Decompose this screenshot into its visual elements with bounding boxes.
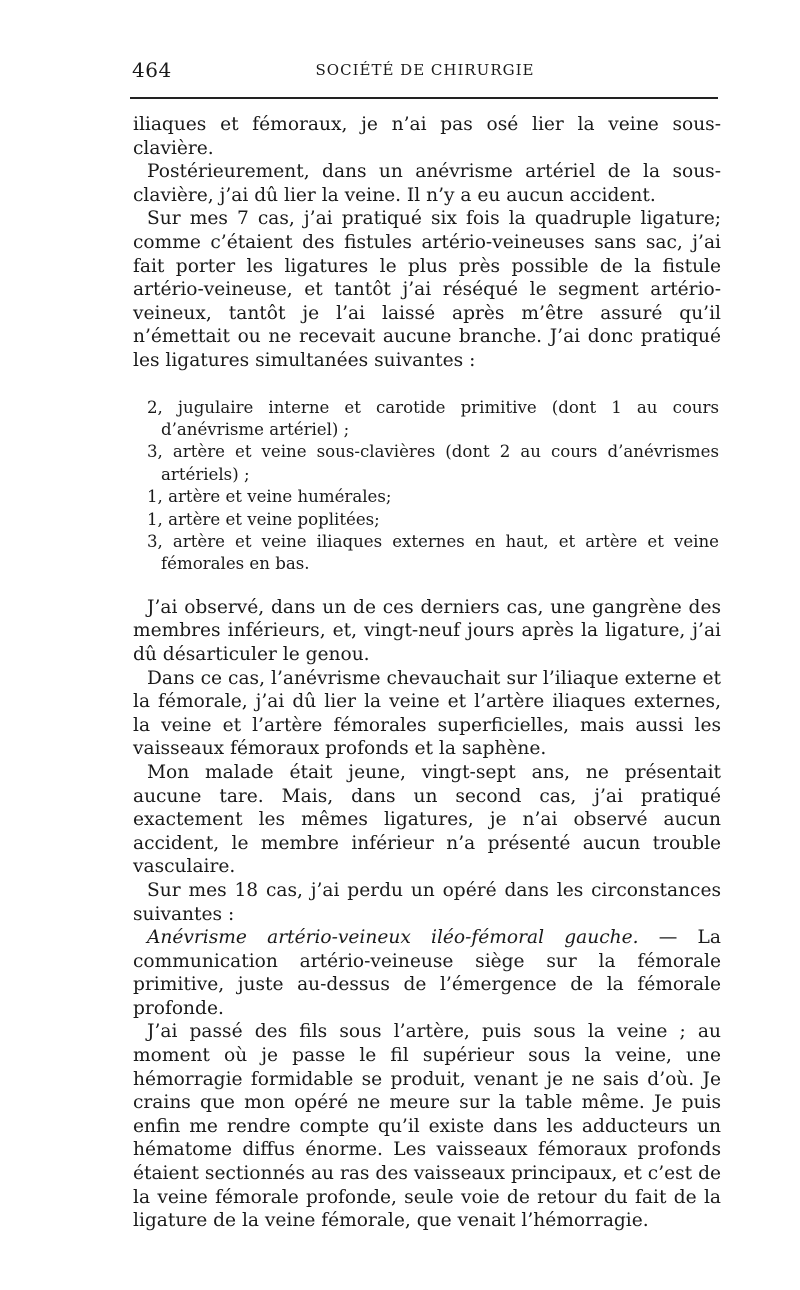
running-head (130, 58, 720, 88)
paragraph-seven-cases: Sur mes 7 cas, j’ai pratiqué six fois la quadruple ligature; comme c’étaient des fistules artério-veineuses sans sac, j’ai fait porter les ligatures le plus près possible de la fistule artério-veineuse, et tantôt j’ai réséqué le segment artério-veineux, tantôt je l’ai laissé après m’être assuré qu’il n’émettait ou ne recevait aucune branche. J’ai donc pratiqué les ligatures simultanées suivantes : (133, 208, 721, 371)
paragraph-continuation: iliaques et fémoraux, je n’ai pas osé lier la veine sous-clavière. (133, 114, 721, 159)
case-description: — La communication artério-veineuse siège sur la fémorale primitive, juste au-dessus de l’émergence de la fémorale profonde. (133, 927, 721, 1019)
paragraph-iliac-femoral: Dans ce cas, l’anévrisme chevauchait sur l’iliaque externe et la fémorale, j’ai dû lier la veine et l’artère iliaques externes, la veine et l’artère fémorales superficielles, mais aussi les vaisseaux fémoraux profonds et la saphène. (133, 667, 721, 760)
list-item: 3, artère et veine sous-clavières (dont 2 au cours d’anévrismes artériels) ; (147, 442, 719, 484)
paragraph-subclavian: Postérieurement, dans un anévrisme artériel de la sous-clavière, j’ai dû lier la veine. Il n’y a eu aucun accident. (133, 161, 721, 206)
paragraph-eighteen-cases: Sur mes 18 cas, j’ai perdu un opéré dans les circonstances suivantes : (133, 879, 721, 925)
paragraph-gangrene: J’ai observé, dans un de ces derniers cas, une gangrène des membres inférieurs, et, vingt-neuf jours après la ligature, j’ai dû désarticuler le genou. (133, 596, 721, 665)
list-item: 1, artère et veine humérales; (147, 487, 392, 507)
case-title: Anévrisme artério-veineux iléo-fémoral gauche. (147, 927, 639, 949)
paragraph-hemorrhage: J’ai passé des fils sous l’artère, puis sous la veine ; au moment où je passe le fil supérieur sous la veine, une hémorragie formidable se produit, venant je ne sais d’où. Je crains que mon opéré ne meure sur la table même. Je puis enfin me rendre compte qu’il existe dans les adducteurs un hématome diffus énorme. Les vaisseaux fémoraux profonds étaient sectionnés au ras des vaisseaux principaux, et c’est de la veine fémorale profonde, seule voie de retour du fait de la ligature de la veine fémorale, que venait l’hémorragie. (133, 1021, 721, 1232)
list-item: 2, jugulaire interne et carotide primitive (dont 1 au cours d’anévrisme artériel) ; (147, 397, 719, 439)
page-number: 464 (132, 58, 172, 82)
list-item: 1, artère et veine poplitées; (147, 509, 380, 529)
journal-title: SOCIÉTÉ DE CHIRURGIE (315, 61, 535, 79)
list-item: 3, artère et veine iliaques externes en haut, et artère et veine fémorales en bas. (147, 531, 719, 574)
paragraph-young-patient: Mon malade était jeune, vingt-sept ans, ne présentait aucune tare. Mais, dans un second cas, j’ai pratiqué exactement les mêmes ligatures, je n’ai observé aucun accident, le membre inférieur n’a présenté aucun trouble vasculaire. (133, 761, 721, 878)
page-body (133, 113, 721, 1233)
paragraph-case-heading (133, 926, 721, 1020)
header-rule (130, 97, 718, 99)
ligatures-list (133, 397, 721, 576)
